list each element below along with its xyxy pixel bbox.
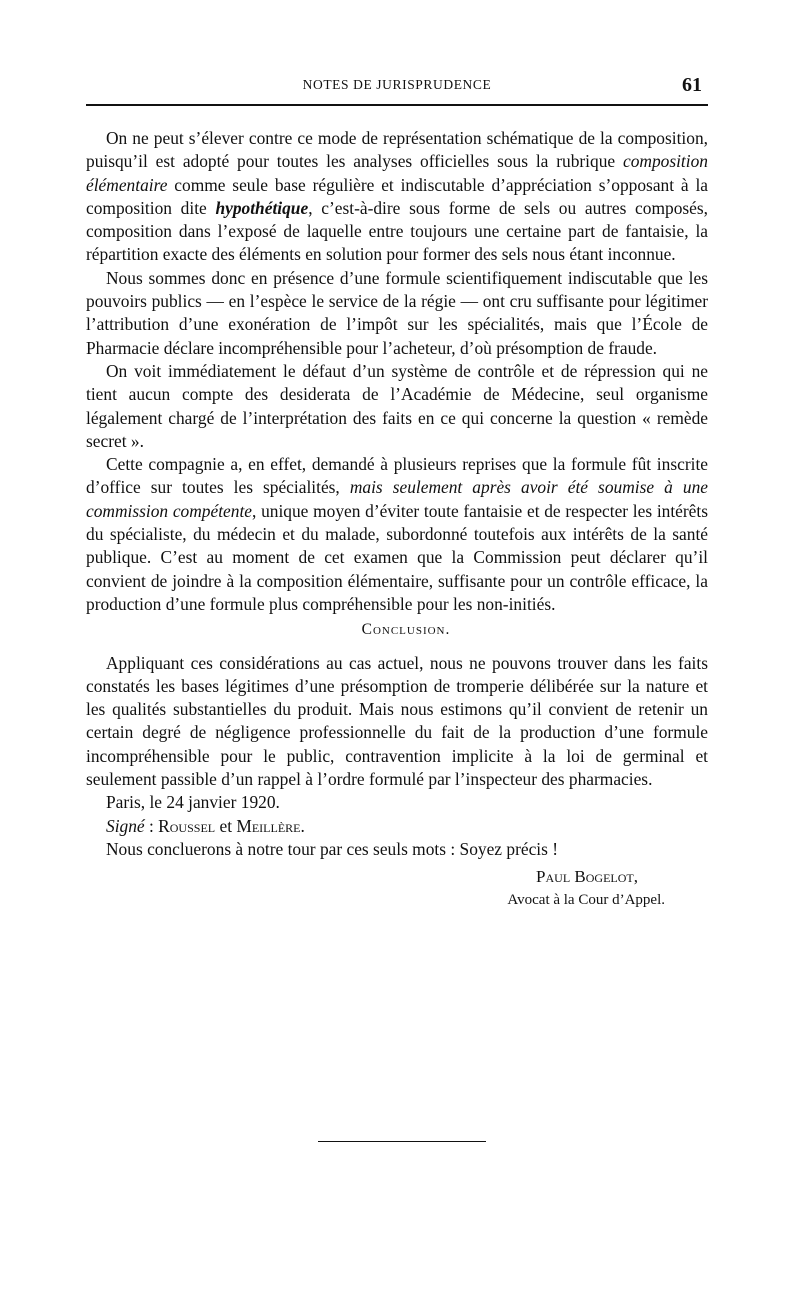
paragraph-4 (86, 453, 708, 616)
page-number: 61 (682, 74, 702, 96)
paragraph-4-italic: mais seulement après avoir été soumise à une commission compétente (86, 477, 708, 521)
paragraph-4-text-b: , unique moyen d’éviter toute fantaisie et de respecter les intérêts du spécialiste, du médecin et du malade, subordonné toutefois aux intérêts de la santé publique. C’est au moment de cet examen que la Commission peut déclarer qu’il convient de joindre à la composition élémentaire, suffisante pour un contrôle efficace, la production d’une formule plus compréhensible pour les non-initiés. (86, 500, 709, 614)
running-title: NOTES DE JURISPRUDENCE (302, 77, 492, 92)
signatory-1: Roussel (158, 815, 216, 836)
signed-conjunction: et (215, 815, 237, 836)
signed-separator: : (144, 815, 159, 836)
paragraph-2: Nous sommes donc en présence d’une formule scientifiquement indiscutable que les pouvoirs publics — en l’espèce le service de la régie — ont cru suffisante pour légitimer l’attribution d’une exonération de l’impôt sur les spécialités, mais que l’École de Pharmacie déclare incompréhensible pour l’acheteur, d’où présomption de fraude. (86, 267, 708, 358)
paragraph-1-text-b: comme seule base régulière et indiscutable d’appréciation s’opposant à la composition dite (86, 174, 708, 218)
main-text (86, 127, 708, 912)
paragraph-3: On voit immédiatement le défaut d’un système de contrôle et de répression qui ne tient aucun compte des desiderata de l’Académie de Médecine, seul organisme légalement chargé de l’interprétation des faits en ce qui concerne la question « remède secret ». (86, 360, 708, 451)
signature-line (86, 815, 708, 838)
author-title: Avocat à la Cour d’Appel. (507, 891, 665, 908)
paragraph-1-text-c: , c’est-à-dire sous forme de sels ou autres composés, composition dans l’exposé de laquelle entre toujours une certaine part de fantaisie, la répartition exacte des éléments en solution pour former des sels nous étant inconnue. (86, 197, 708, 265)
signatory-2: Meillère. (236, 815, 305, 836)
author-name: Paul Bogelot, (536, 867, 638, 887)
conclusion-paragraph: Appliquant ces considérations au cas actuel, nous ne pouvons trouver dans les faits constatés les bases légitimes d’une présomption de tromperie délibérée sur la nature et les qualités substantielles du produit. Mais nous estimons qu’il convient de retenir un certain degré de négligence professionnelle du fait de la production d’une formule incompréhensible pour le public, contravention implicite à la loi de germinal et seulement passible d’un rappel à l’ordre formulé par l’inspecteur des pharmacies. (86, 652, 708, 790)
paragraph-1-text-a: On ne peut s’élever contre ce mode de représentation schématique de la composition, puisqu’il est adopté pour toutes les analyses officielles sous la rubrique (86, 128, 708, 172)
signed-label: Signé (106, 815, 145, 836)
paragraph-4-text-a: Cette compagnie a, en effet, demandé à plusieurs reprises que la formule fût inscrite d’office sur toutes les spécialités, (86, 454, 708, 498)
paragraph-1-italic-b: hypothétique (215, 197, 309, 218)
page-header (86, 74, 708, 98)
paragraph-1 (86, 127, 708, 267)
conclusion-heading: Conclusion. (361, 621, 451, 639)
closing-remark: Nous concluerons à notre tour par ces seuls mots : Soyez précis ! (106, 838, 559, 859)
footer-rule (318, 1141, 486, 1142)
paragraph-1-italic-a: composition élémentaire (86, 151, 708, 195)
header-rule (86, 104, 708, 106)
date-line: Paris, le 24 janvier 1920. (106, 792, 280, 813)
